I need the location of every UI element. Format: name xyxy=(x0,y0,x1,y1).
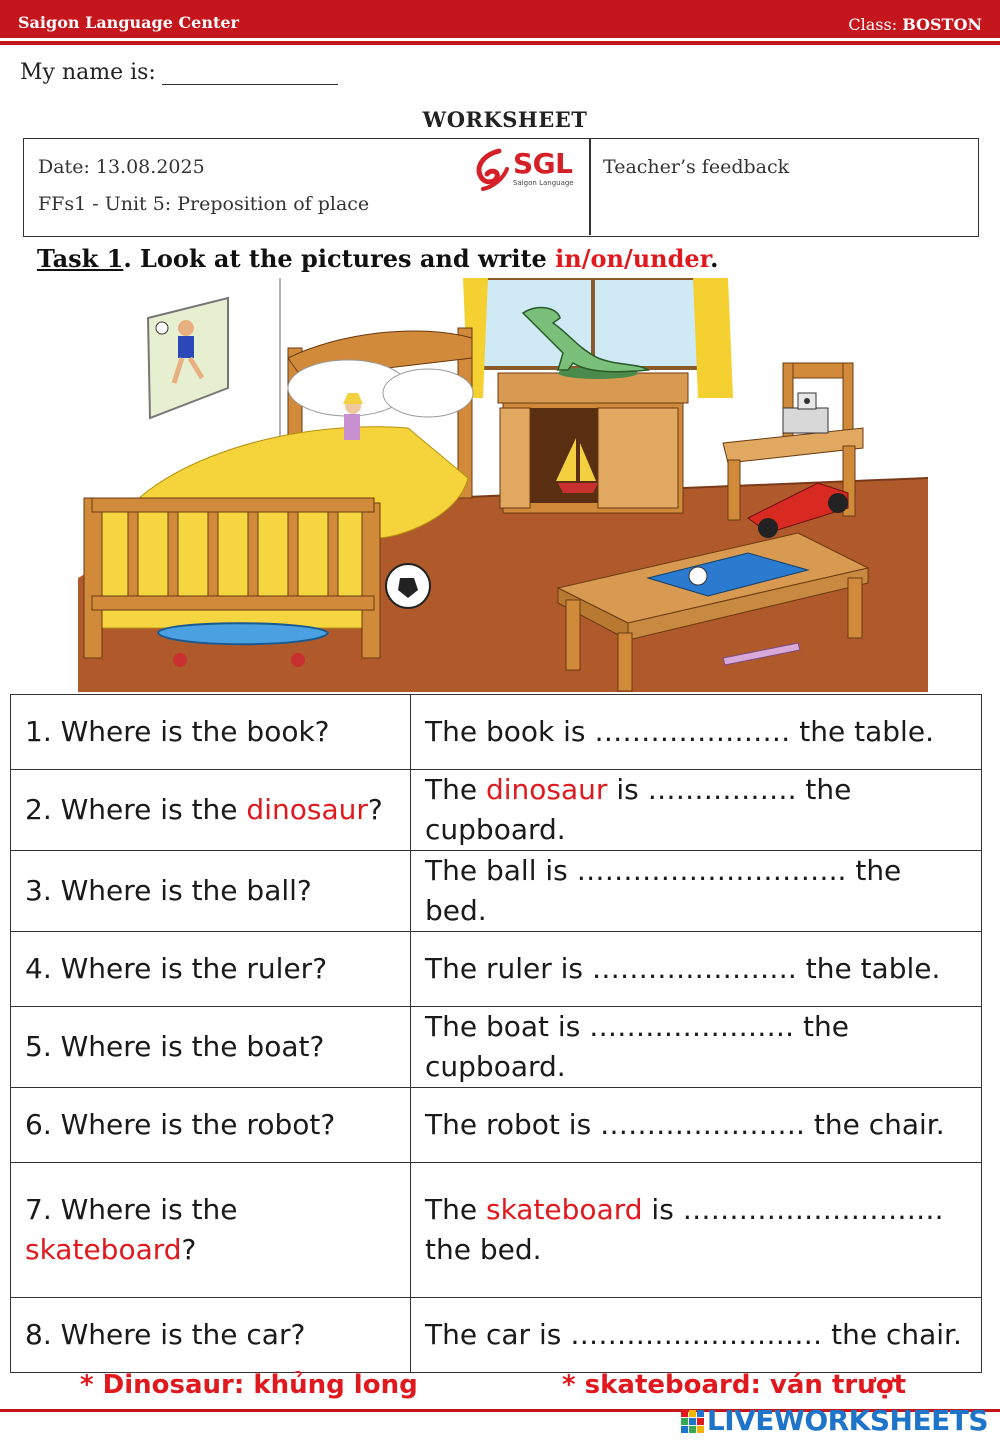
answer-text: The ruler is …………………. the table. xyxy=(425,952,941,985)
task-label: Task 1 xyxy=(37,244,124,273)
question-table xyxy=(10,694,982,1373)
answer-cell[interactable] xyxy=(411,1007,982,1088)
sgl-swirl-icon xyxy=(469,147,513,193)
question-cell xyxy=(11,1007,411,1088)
cupboard xyxy=(498,373,688,513)
sgl-logo xyxy=(469,147,579,193)
answer-cell[interactable] xyxy=(411,1298,982,1373)
student-name-row xyxy=(20,60,338,85)
info-box xyxy=(23,138,979,237)
name-label: My name is: xyxy=(20,60,156,85)
question-cell xyxy=(11,1163,411,1298)
class-value: BOSTON xyxy=(902,15,982,34)
answer-text: The ball is ……………………….. the bed. xyxy=(425,854,902,927)
answer-text: dinosaur xyxy=(485,773,608,806)
answer-text: The xyxy=(425,1193,486,1226)
question-text: 5. Where is the boat? xyxy=(25,1030,325,1063)
date-text: Date: 13.08.2025 xyxy=(38,156,205,178)
question-row xyxy=(11,1007,982,1088)
unit-text: FFs1 - Unit 5: Preposition of place xyxy=(38,193,370,215)
question-text: 3. Where is the ball? xyxy=(25,874,312,907)
question-cell xyxy=(11,851,411,932)
question-cell xyxy=(11,770,411,851)
liveworksheets-logo xyxy=(681,1404,988,1437)
liveworksheets-text: LIVEWORKSHEETS xyxy=(706,1404,988,1437)
question-text: 8. Where is the car? xyxy=(25,1318,306,1351)
answer-text: The xyxy=(425,773,486,806)
question-text: dinosaur xyxy=(246,793,368,826)
question-row xyxy=(11,1298,982,1373)
glossary-skateboard: * skateboard: ván trượt xyxy=(562,1370,907,1400)
question-cell xyxy=(11,695,411,770)
question-cell xyxy=(11,1088,411,1163)
task-heading: Task 1. Look at the pictures and write in/on/under. xyxy=(37,244,719,273)
question-cell xyxy=(11,1298,411,1373)
liveworksheets-icon xyxy=(681,1408,705,1436)
question-row xyxy=(11,1088,982,1163)
info-divider xyxy=(589,139,591,235)
answer-text: The robot is …………………. the chair. xyxy=(425,1108,945,1141)
teacher-feedback-label: Teacher’s feedback xyxy=(603,156,790,178)
answer-cell[interactable] xyxy=(411,851,982,932)
question-text: skateboard xyxy=(25,1233,182,1266)
center-name: Saigon Language Center xyxy=(18,13,239,32)
task-highlight: in/on/under xyxy=(555,244,711,273)
answer-cell[interactable] xyxy=(411,770,982,851)
question-text: 1. Where is the book? xyxy=(25,715,330,748)
question-cell xyxy=(11,932,411,1007)
answer-text: is ……………. the cupboard. xyxy=(425,773,852,846)
header-bar xyxy=(0,0,1000,38)
logo-subtitle: Saigon Language xyxy=(513,179,574,187)
glossary-dinosaur: * Dinosaur: khủng long xyxy=(80,1370,418,1400)
logo-text: SGL xyxy=(513,147,573,180)
answer-text: skateboard xyxy=(485,1193,643,1226)
question-row xyxy=(11,770,982,851)
answer-text: is ………………………. the bed. xyxy=(425,1193,944,1266)
class-label: Class: BOSTON xyxy=(848,15,982,34)
answer-text: The car is ……………………… the chair. xyxy=(425,1318,962,1351)
answer-text: The boat is …………………. the cupboard. xyxy=(425,1010,849,1083)
question-text: ? xyxy=(367,793,383,826)
question-row xyxy=(11,1163,982,1298)
question-text: 2. Where is the xyxy=(25,793,247,826)
answer-cell[interactable] xyxy=(411,1163,982,1298)
answer-text: The book is ………………… the table. xyxy=(425,715,934,748)
answer-cell[interactable] xyxy=(411,695,982,770)
question-text: 4. Where is the ruler? xyxy=(25,952,328,985)
question-row xyxy=(11,695,982,770)
header-divider xyxy=(0,41,1000,45)
answer-cell[interactable] xyxy=(411,932,982,1007)
question-text: 6. Where is the robot? xyxy=(25,1108,336,1141)
answer-cell[interactable] xyxy=(411,1088,982,1163)
question-text: ? xyxy=(181,1233,197,1266)
name-field[interactable] xyxy=(162,63,338,85)
worksheet-title: WORKSHEET xyxy=(422,107,588,132)
question-row xyxy=(11,851,982,932)
bedroom-illustration xyxy=(78,278,928,692)
question-text: 7. Where is the xyxy=(25,1193,238,1226)
question-row xyxy=(11,932,982,1007)
